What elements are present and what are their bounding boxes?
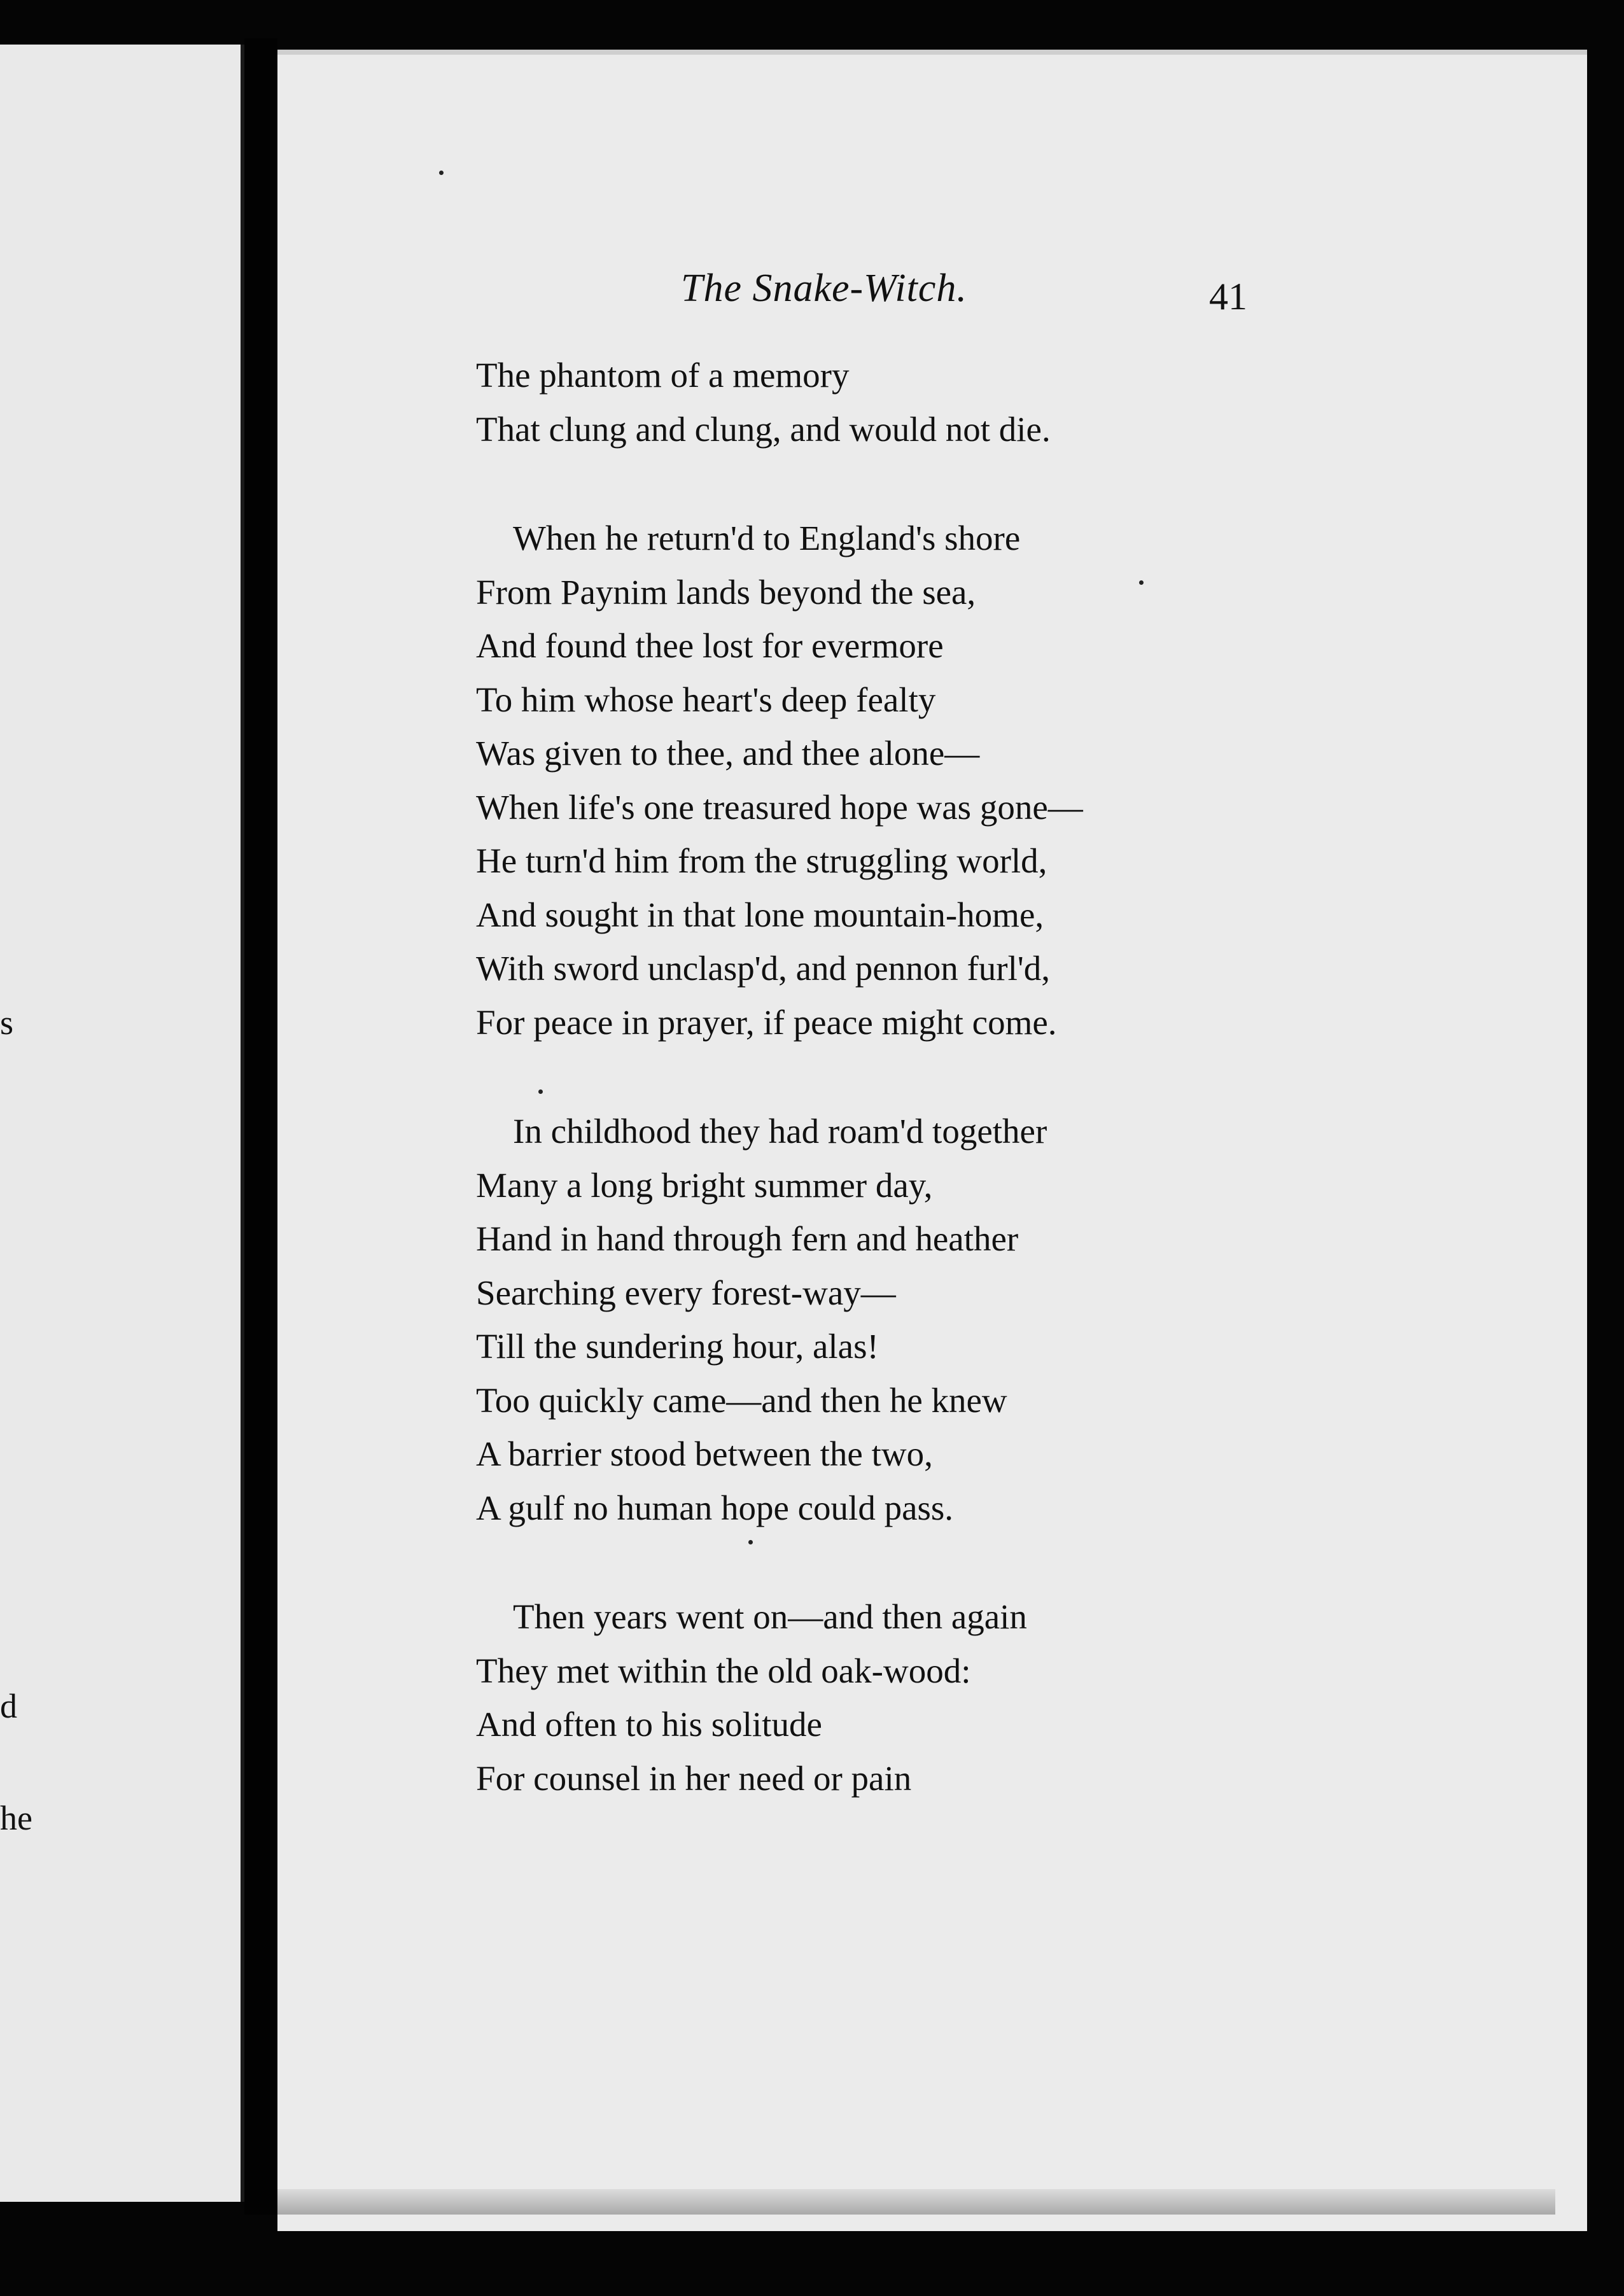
book-gutter — [244, 38, 277, 2215]
poem-line: With sword unclasp'd, and pennon furl'd, — [476, 949, 1051, 988]
left-page-fragment: he — [0, 1799, 32, 1837]
poem-line: Too quickly came—and then he knew — [476, 1380, 1007, 1420]
page-number: 41 — [1209, 276, 1247, 318]
left-page-fragment: d — [0, 1687, 17, 1725]
poem-line: To him whose heart's deep fealty — [476, 680, 936, 719]
left-page-fragment: s — [0, 1004, 14, 1042]
poem-line: A barrier stood between the two, — [476, 1434, 933, 1473]
poem-line: A gulf no human hope could pass. — [476, 1488, 954, 1527]
stanza — [476, 1590, 1227, 1805]
poem-text — [476, 349, 1227, 1861]
ink-speck — [439, 171, 444, 175]
poem-line: Was given to thee, and thee alone— — [476, 734, 980, 773]
poem-line: Then years went on—and then again — [513, 1597, 1027, 1636]
ink-speck — [748, 1540, 753, 1544]
poem-line: Hand in hand through fern and heather — [476, 1219, 1019, 1258]
ink-speck — [538, 1089, 543, 1094]
poem-line: When life's one treasured hope was gone— — [476, 787, 1083, 827]
poem-line: Many a long bright summer day, — [476, 1165, 933, 1205]
poem-line: Till the sundering hour, alas! — [476, 1327, 879, 1366]
stanza — [476, 512, 1227, 1049]
poem-line: And found thee lost for evermore — [476, 626, 944, 665]
poem-line: For counsel in her need or pain — [476, 1758, 912, 1798]
poem-line: In childhood they had roam'd together — [513, 1112, 1047, 1151]
running-head-title: The Snake-Witch. — [681, 267, 967, 310]
poem-line: The phantom of a memory — [476, 356, 850, 395]
poem-line: That clung and clung, and would not die. — [476, 409, 1051, 449]
stanza — [476, 349, 1227, 456]
poem-line: Searching every forest-way— — [476, 1273, 896, 1312]
poem-line: And often to his solitude — [476, 1705, 822, 1744]
poem-line: He turn'd him from the struggling world, — [476, 841, 1047, 880]
page-edge — [277, 2189, 1555, 2215]
poem-line: From Paynim lands beyond the sea, — [476, 572, 976, 612]
ink-speck — [1139, 580, 1144, 585]
left-page — [0, 45, 244, 2202]
poem-line: And sought in that lone mountain-home, — [476, 895, 1044, 934]
poem-line: When he return'd to England's shore — [513, 519, 1021, 557]
poem-line: For peace in prayer, if peace might come. — [476, 1002, 1057, 1042]
poem-line: They met within the old oak-wood: — [476, 1651, 971, 1690]
stanza — [476, 1105, 1227, 1535]
